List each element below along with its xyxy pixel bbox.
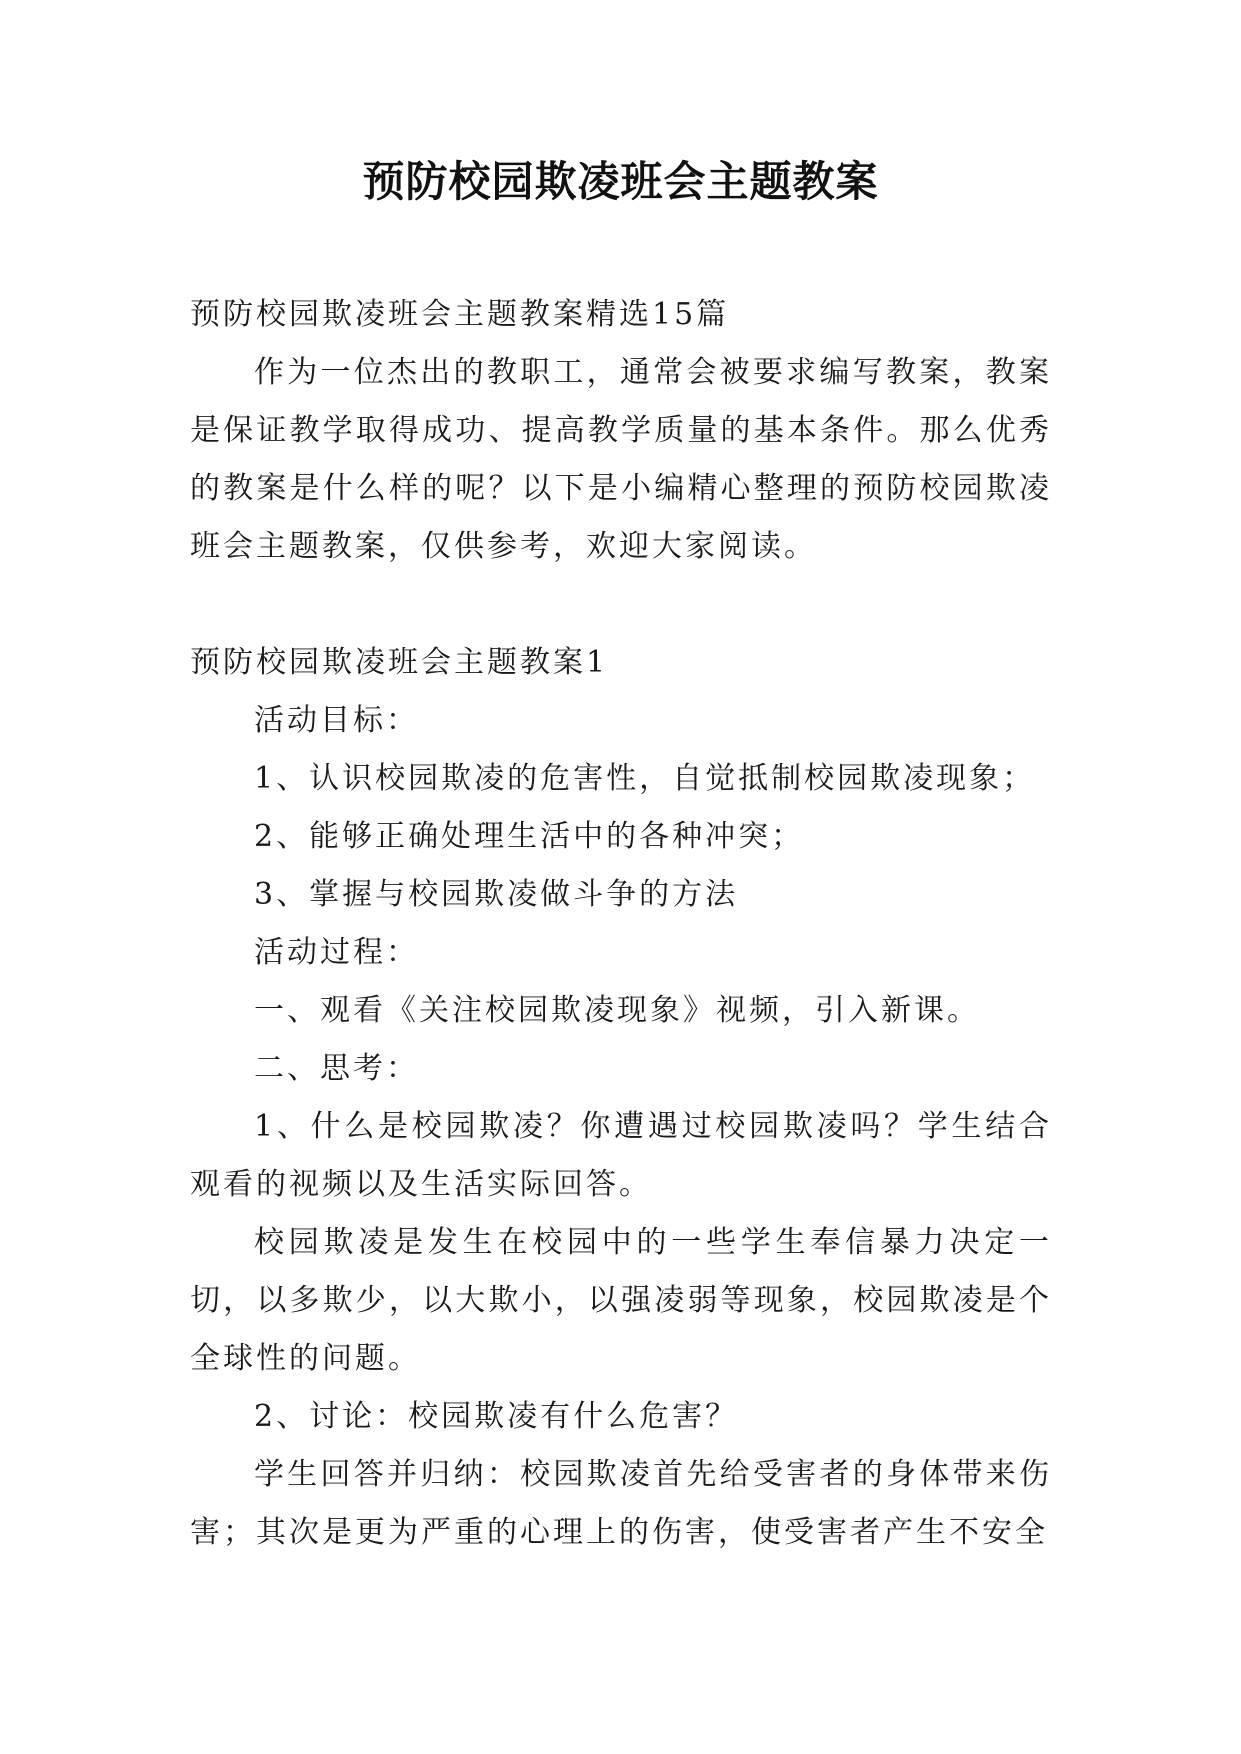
paragraph-gap [190,576,1052,634]
process-step-1: 一、观看《关注校园欺凌现象》视频，引入新课。 [254,993,980,1028]
subtitle-line: 预防校园欺凌班会主题教案精选15篇 [190,297,730,332]
goal-item-1: 1、认识校园欺凌的危害性，自觉抵制校园欺凌现象； [254,761,1036,796]
question-2-paragraph: 2、讨论：校园欺凌有什么危害？ [254,1399,739,1434]
goal-item-2: 2、能够正确处理生活中的各种冲突； [254,819,805,854]
goal-item-3: 3、掌握与校园欺凌做斗争的方法 [254,877,739,912]
activity-process-label: 活动过程： [254,935,419,970]
document-body [190,286,1052,1562]
document-title: 预防校园欺凌班会主题教案 [362,157,879,206]
section-heading: 预防校园欺凌班会主题教案1 [190,645,609,680]
question-1-paragraph: 1、什么是校园欺凌？你遭遇过校园欺凌吗？学生结合观看的视频以及生活实际回答。 [190,1109,1052,1202]
activity-goals-label: 活动目标： [254,703,419,738]
definition-paragraph: 校园欺凌是发生在校园中的一些学生奉信暴力决定一切，以多欺少，以大欺小，以强凌弱等现象，校园欺凌是个全球性的问题。 [190,1225,1052,1376]
process-step-2: 二、思考： [254,1051,419,1086]
intro-paragraph: 作为一位杰出的教职工，通常会被要求编写教案，教案是保证教学取得成功、提高教学质量的基本条件。那么优秀的教案是什么样的呢？以下是小编精心整理的预防校园欺凌班会主题教案，仅供参考，欢迎大家阅读。 [190,355,1052,564]
answer-paragraph: 学生回答并归纳：校园欺凌首先给受害者的身体带来伤害；其次是更为严重的心理上的伤害，使受害者产生不安全 [190,1457,1052,1550]
